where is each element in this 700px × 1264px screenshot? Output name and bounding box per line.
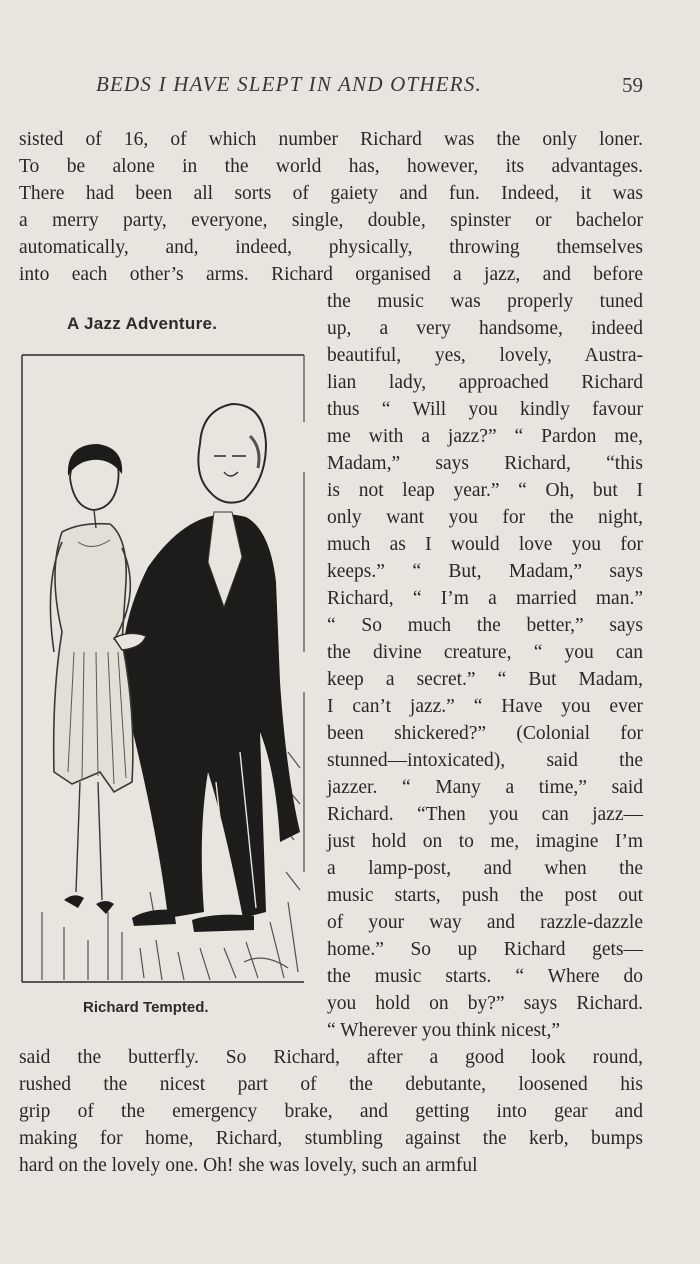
text-line: only want you for the night, [327, 507, 643, 528]
text-line: you hold on by?” says Richard. [327, 993, 643, 1014]
text-line: music starts, push the post out [327, 885, 643, 906]
text-line: into each other’s arms. Richard organised a jazz, and before [19, 264, 643, 285]
figure-caption: Richard Tempted. [83, 999, 209, 1016]
text-line: making for home, Richard, stumbling against the kerb, bumps [19, 1128, 643, 1149]
text-line: “ So much the better,” says [327, 615, 643, 636]
text-line: keeps.” “ But, Madam,” says [327, 561, 643, 582]
text-line: of your way and razzle-dazzle [327, 912, 643, 933]
text-line: I can’t jazz.” “ Have you ever [327, 696, 643, 717]
text-line: home.” So up Richard gets— [327, 939, 643, 960]
text-line: “ Wherever you think nicest,” [327, 1020, 561, 1041]
text-line: Madam,” says Richard, “this [327, 453, 643, 474]
text-line: To be alone in the world has, however, its advantages. [19, 156, 643, 177]
text-line: the divine creature, “ you can [327, 642, 643, 663]
text-line: thus “ Will you kindly favour [327, 399, 643, 420]
text-line: me with a jazz?” “ Pardon me, [327, 426, 643, 447]
running-title: BEDS I HAVE SLEPT IN AND OTHERS. [96, 72, 482, 96]
text-line: is not leap year.” “ Oh, but I [327, 480, 643, 501]
page-number: 59 [622, 73, 643, 97]
text-line: a lamp-post, and when the [327, 858, 643, 879]
text-line: hard on the lovely one. Oh! she was lovely, such an armful [19, 1155, 478, 1176]
figure-title: A Jazz Adventure. [67, 314, 218, 333]
text-line: Richard. “Then you can jazz— [327, 804, 643, 825]
text-line: a merry party, everyone, single, double, spinster or bachelor [19, 210, 643, 231]
text-line: beautiful, yes, lovely, Austra- [327, 345, 643, 366]
text-line: the music starts. “ Where do [327, 966, 643, 987]
text-line: Richard, “ I’m a married man.” [327, 588, 643, 609]
text-line: said the butterfly. So Richard, after a good look round, [19, 1047, 643, 1068]
text-line: rushed the nicest part of the debutante, loosened his [19, 1074, 643, 1095]
jazz-illustration [18, 352, 308, 987]
dancing-couple-drawing [18, 352, 308, 987]
text-line: much as I would love you for [327, 534, 643, 555]
text-line: lian lady, approached Richard [327, 372, 643, 393]
text-line: jazzer. “ Many a time,” said [327, 777, 643, 798]
text-line: up, a very handsome, indeed [327, 318, 643, 339]
text-line: keep a secret.” “ But Madam, [327, 669, 643, 690]
text-line: been shickered?” (Colonial for [327, 723, 643, 744]
text-line: the music was properly tuned [327, 291, 643, 312]
text-line: There had been all sorts of gaiety and fun. Indeed, it was [19, 183, 643, 204]
text-line: just hold on to me, imagine I’m [327, 831, 643, 852]
text-line: grip of the emergency brake, and getting into gear and [19, 1101, 643, 1122]
text-line: sisted of 16, of which number Richard was the only loner. [19, 129, 643, 150]
text-line: stunned—intoxicated), said the [327, 750, 643, 771]
text-line: automatically, and, indeed, physically, throwing themselves [19, 237, 643, 258]
